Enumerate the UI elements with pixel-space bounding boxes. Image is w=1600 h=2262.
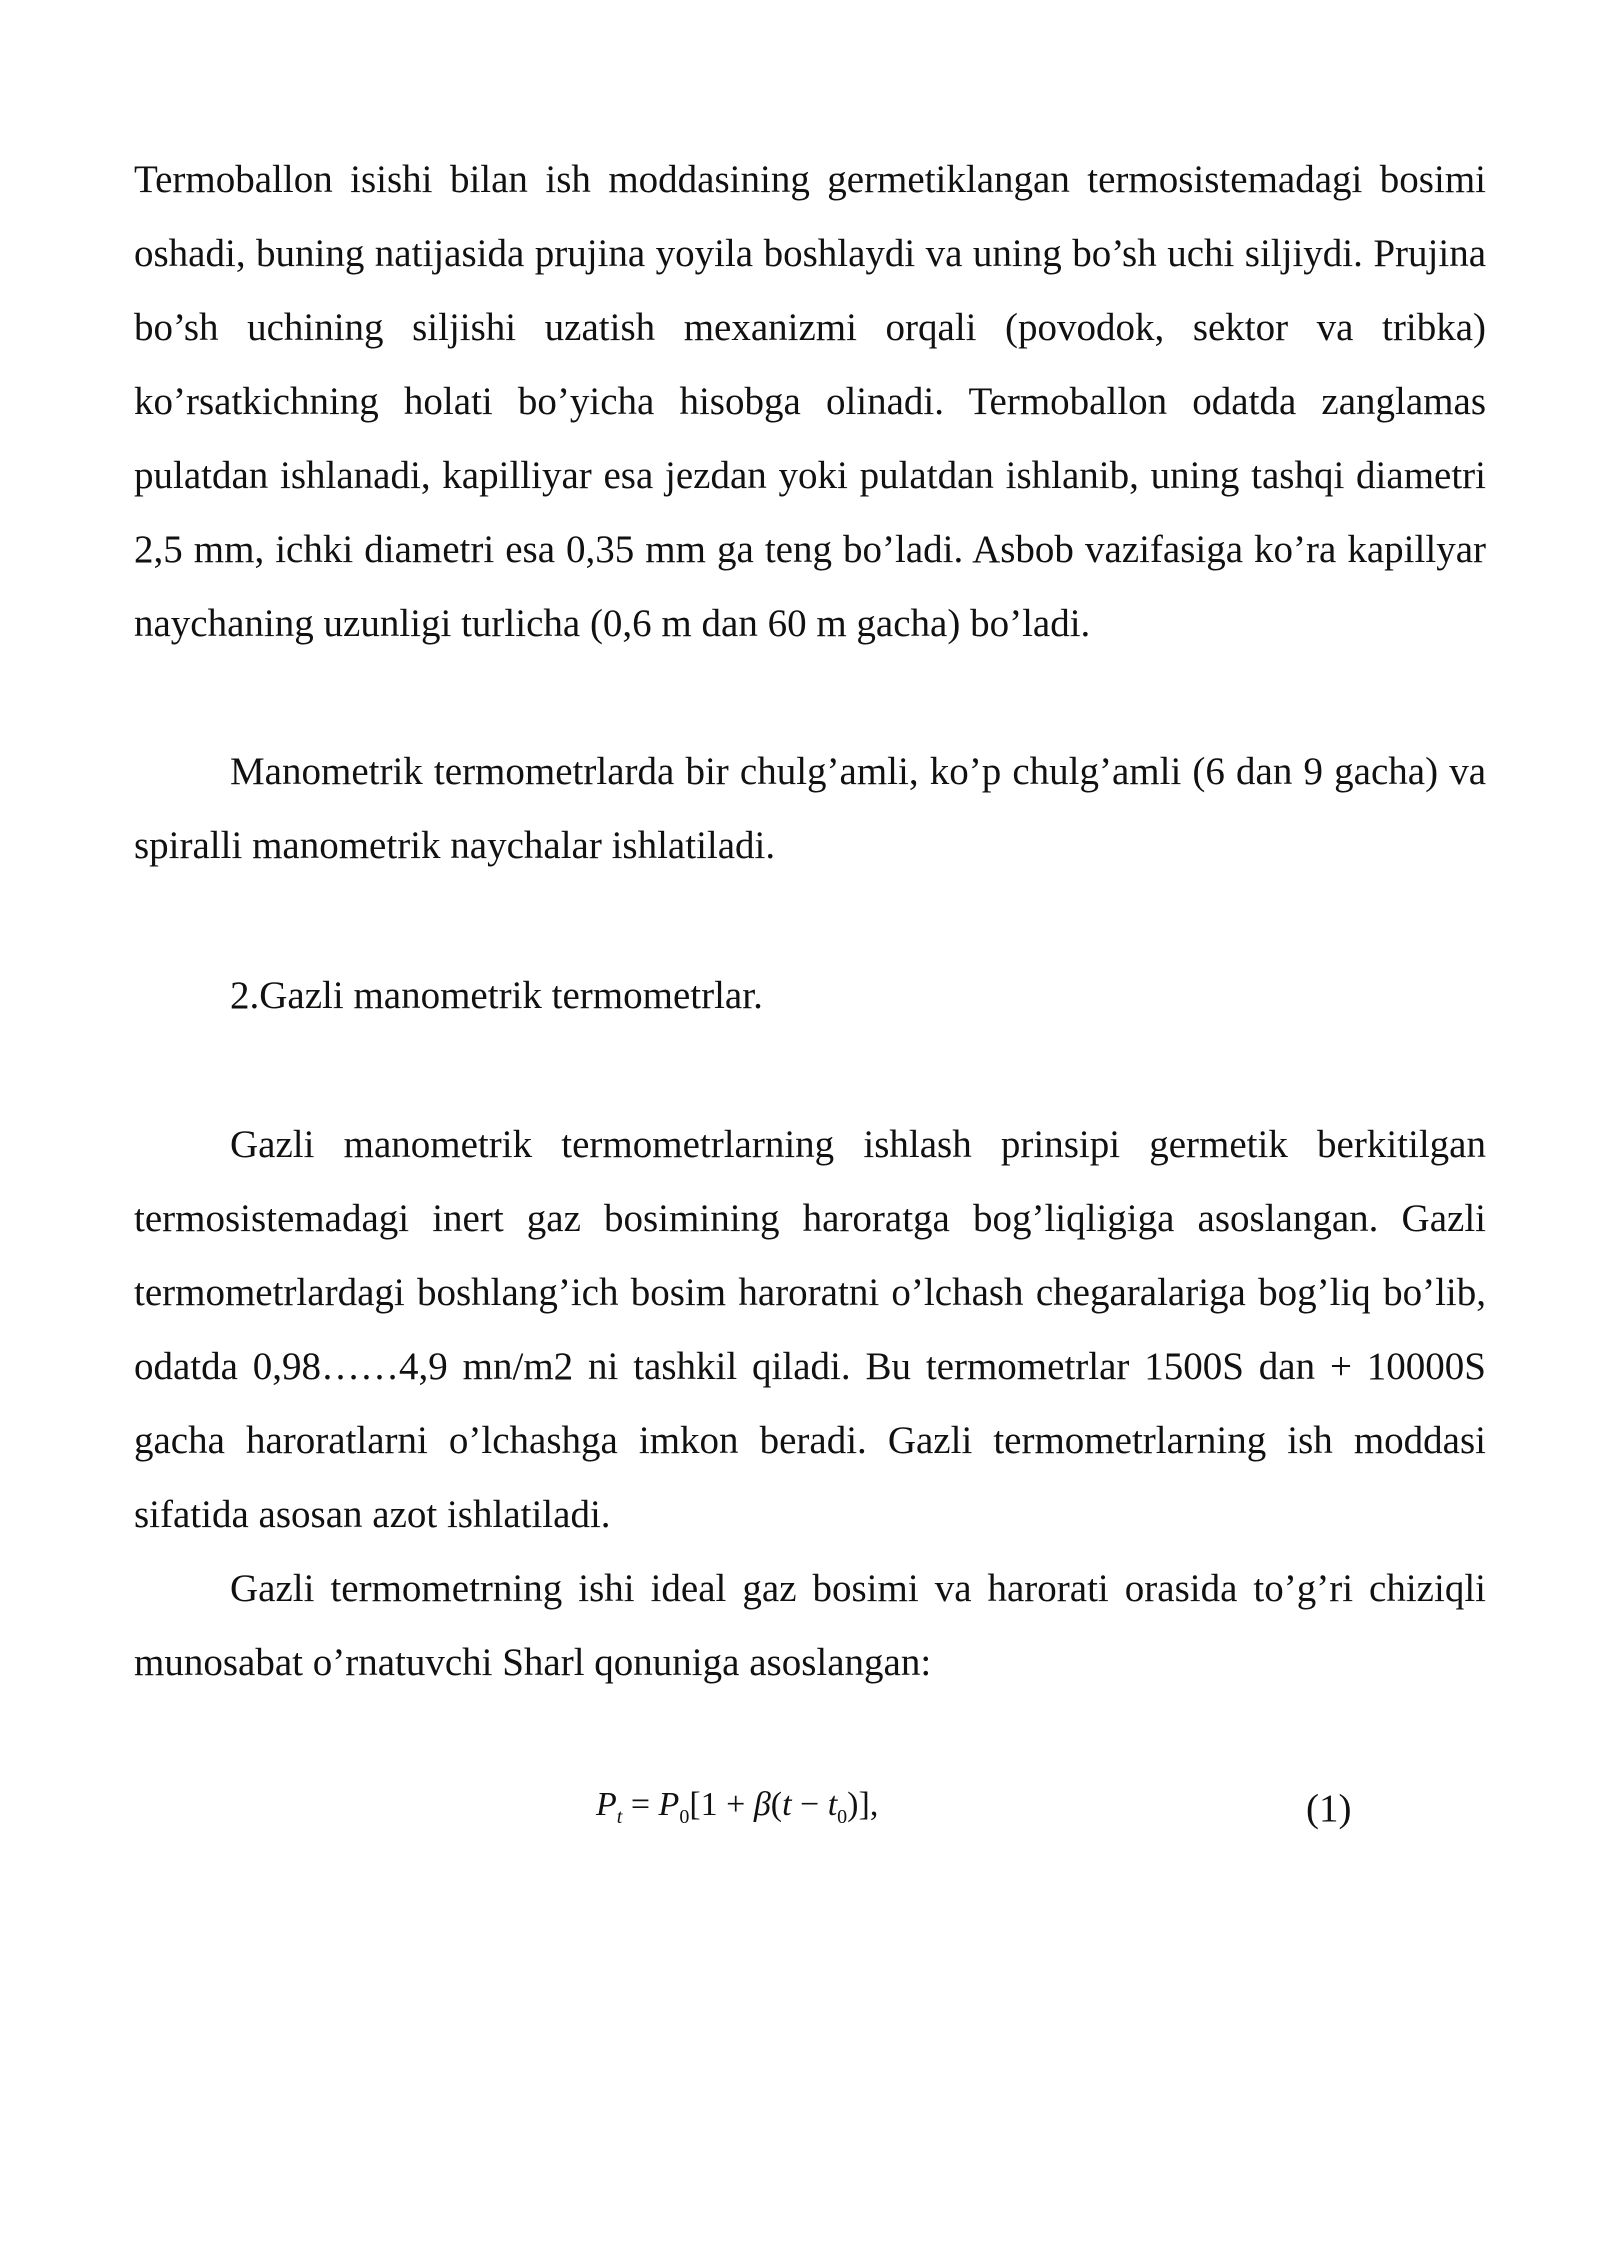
eq-minus: −	[791, 1786, 828, 1823]
eq-open-bracket: [1 +	[689, 1786, 754, 1823]
eq-t0-symbol: t	[827, 1786, 838, 1823]
eq-open-paren: (	[770, 1786, 783, 1823]
equation-formula	[596, 1786, 878, 1829]
eq-p0-subscript: 0	[679, 1806, 690, 1828]
eq-p0-symbol: P	[658, 1786, 680, 1823]
paragraph-sharl-qonuni: Gazli termometrning ishi ideal gaz bosimi va harorati orasida to’g’ri chiziqli munosabat o’rnatuvchi Sharl qonuniga asoslangan:	[134, 1567, 1486, 1684]
eq-t-symbol: t	[782, 1786, 792, 1823]
paragraph-termoballon: Termoballon isishi bilan ish moddasining germetiklangan termosistemadagi bosimi oshadi, buning natijasida prujina yoyila boshlaydi va uning bo’sh uchi siljiydi. Prujina bo’sh uchining siljishi uzatish mexanizmi orqali (povodok, sektor va tribka) ko’rsatkichning holati bo’yicha hisobga olinadi. Termoballon odatda zanglamas pulatdan ishlanadi, kapilliyar esa jezdan yoki pulatdan ishlanib, uning tashqi diametri 2,5 mm, ichki diametri esa 0,35 mm ga teng bo’ladi. Asbob vazifasiga ko’ra kapillyar naychaning uzunligi turlicha (0,6 m dan 60 m gacha) bo’ladi.	[134, 158, 1486, 645]
eq-equals: =	[630, 1786, 651, 1823]
eq-t0-subscript: 0	[837, 1806, 848, 1828]
paragraph-gazli-termometrlar: Gazli manometrik termometrlarning ishlash prinsipi germetik berkitilgan termosistemadagi inert gaz bosimining haroratga bog’liqligiga asoslangan. Gazli termometrlardagi boshlang’ich bosim haroratni o’lchash chegaralariga bog’liq bo’lib, odatda 0,98……4,9 mn/m2 ni tashkil qiladi. Bu termometrlar 1500S dan + 10000S gacha haroratlarni o’lchashga imkon beradi. Gazli termometrlarning ish moddasi sifatida asosan azot ishlatiladi.	[134, 1123, 1486, 1536]
eq-beta: β	[753, 1786, 771, 1823]
eq-t-subscript: t	[616, 1806, 623, 1828]
paragraph-manometrik-naychalar: Manometrik termometrlarda bir chulg’amli, ko’p chulg’amli (6 dan 9 gacha) va spiralli manometrik naychalar ishlatiladi.	[134, 750, 1486, 867]
eq-close: )],	[847, 1786, 879, 1823]
eq-p-symbol: P	[596, 1786, 617, 1823]
section-heading: 2.Gazli manometrik termometrlar.	[230, 974, 763, 1017]
equation-number: (1)	[1306, 1787, 1352, 1830]
